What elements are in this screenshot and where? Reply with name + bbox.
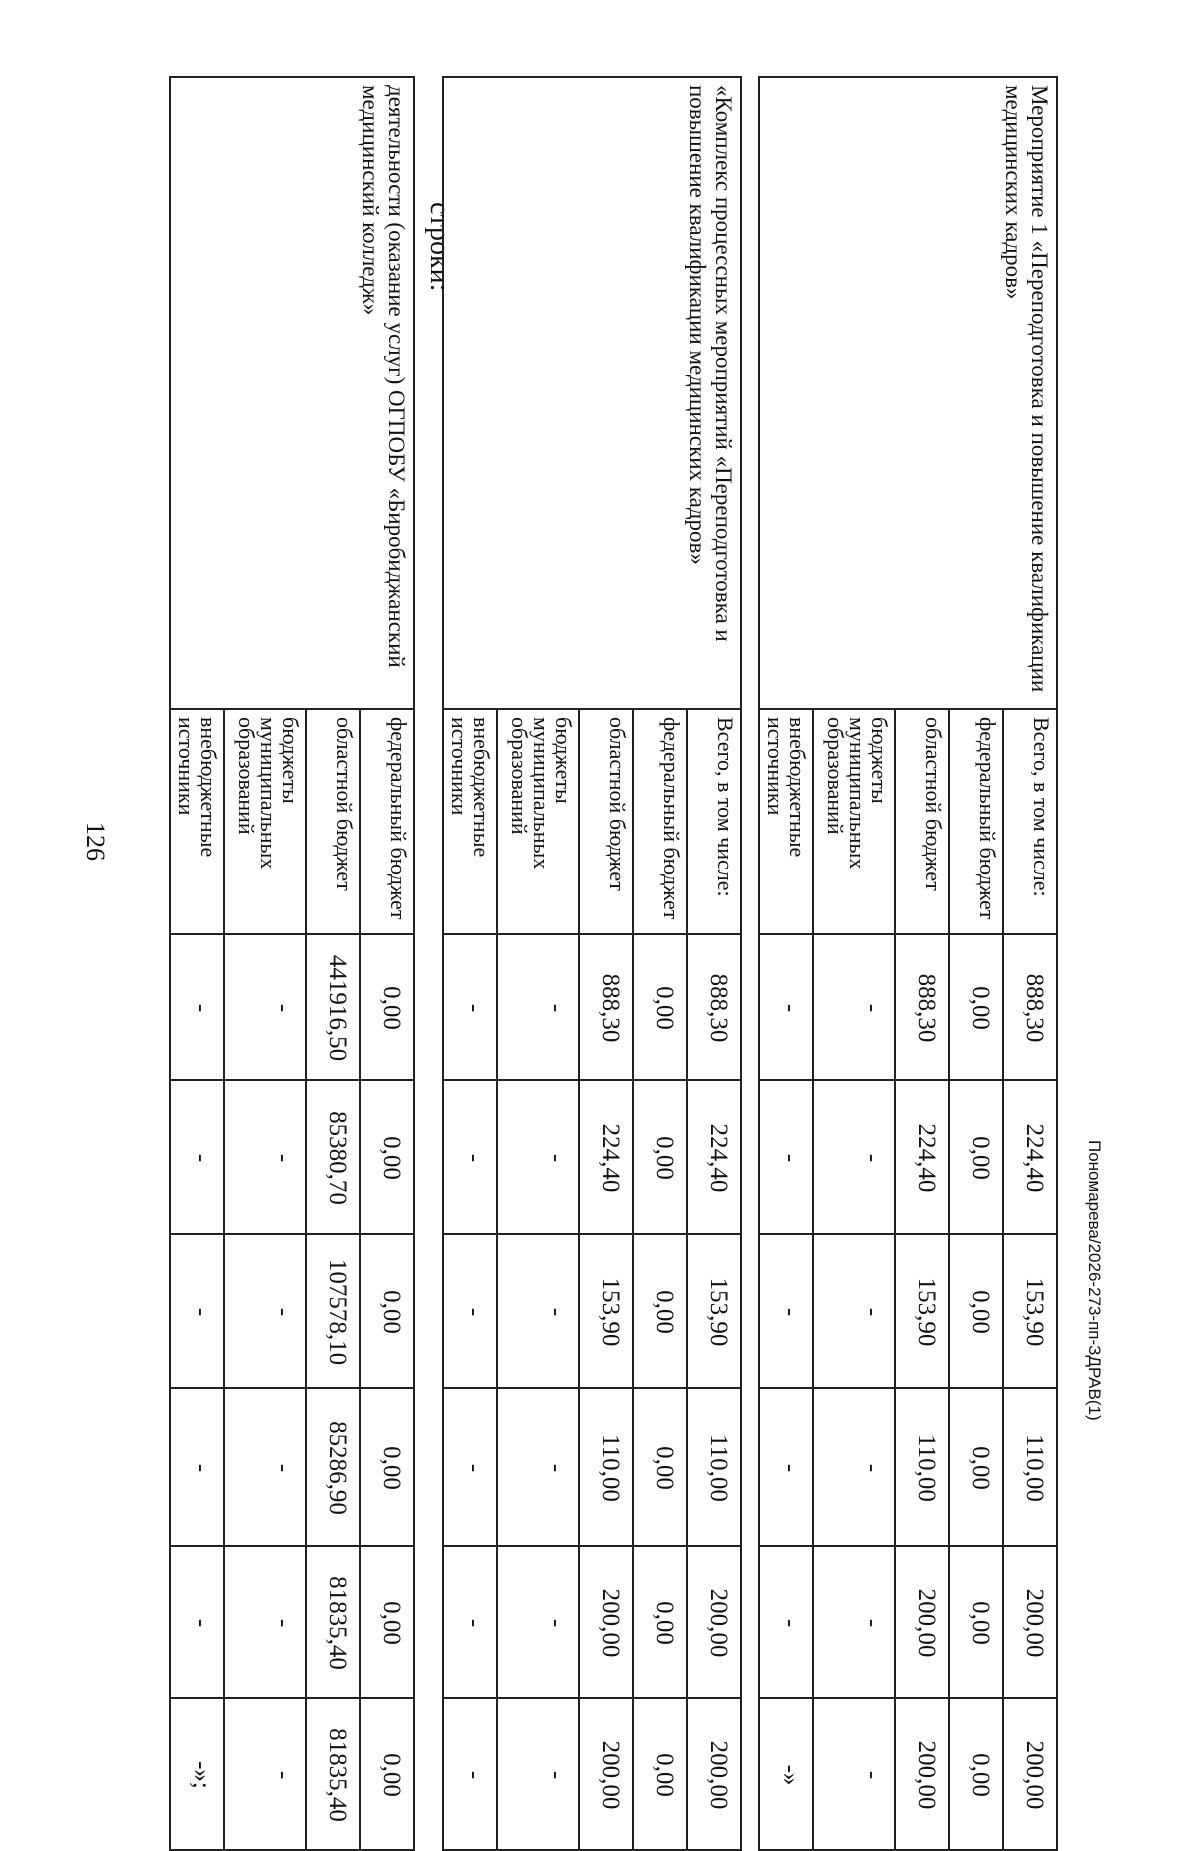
value-cell: 200,00: [1003, 1698, 1057, 1850]
value-cell: -: [813, 1388, 895, 1546]
value-cell: 888,30: [579, 934, 633, 1080]
value-cell: 0,00: [633, 1388, 687, 1546]
table-block-event-1: [758, 76, 1058, 1851]
value-cell: 0,00: [949, 1388, 1003, 1546]
value-cell: 0,00: [633, 1234, 687, 1388]
table-row: [1003, 77, 1057, 1850]
value-cell: -: [813, 934, 895, 1080]
value-cell: 0,00: [949, 1546, 1003, 1698]
value-cell: 888,30: [1003, 934, 1057, 1080]
rows-intro-label: строки:: [424, 202, 455, 292]
value-cell: 0,00: [949, 934, 1003, 1080]
value-cell: 888,30: [687, 934, 741, 1080]
value-cell: -: [443, 1546, 497, 1698]
value-cell: -: [759, 934, 813, 1080]
value-cell: 85380,70: [306, 1080, 360, 1234]
funding-source: областной бюджет: [895, 709, 949, 934]
value-cell: -: [497, 1698, 579, 1850]
value-cell: -: [224, 1388, 306, 1546]
value-cell: -: [224, 934, 306, 1080]
funding-source: Всего, в том числе:: [1003, 709, 1057, 934]
value-cell: -: [224, 1698, 306, 1850]
funding-source: бюджеты муниципальных образований: [813, 709, 895, 934]
document-footer: Пономарева/2026-273-пп-ЗДРАВ(1): [1085, 1140, 1104, 1421]
value-cell: 200,00: [687, 1698, 741, 1850]
value-cell: -: [813, 1698, 895, 1850]
value-cell: 0,00: [949, 1698, 1003, 1850]
value-cell: 0,00: [633, 1080, 687, 1234]
funding-source: областной бюджет: [306, 709, 360, 934]
value-cell: 0,00: [633, 934, 687, 1080]
value-cell: 224,40: [1003, 1080, 1057, 1234]
value-cell: 0,00: [360, 1234, 414, 1388]
value-cell: 0,00: [633, 1546, 687, 1698]
value-cell: -: [813, 1546, 895, 1698]
value-cell: 110,00: [579, 1388, 633, 1546]
value-cell: 110,00: [687, 1388, 741, 1546]
value-cell: 441916,50: [306, 934, 360, 1080]
event-name-cell: деятельности (оказание услуг) ОГПОБУ «Биробиджанский медицинский колледж»: [170, 77, 414, 709]
funding-source: бюджеты муниципальных образований: [224, 709, 306, 934]
value-cell: 200,00: [895, 1546, 949, 1698]
value-cell: 0,00: [360, 1080, 414, 1234]
funding-source: внебюджетные источники: [170, 709, 224, 934]
value-cell: -: [170, 1080, 224, 1234]
value-cell: -: [497, 934, 579, 1080]
value-cell: 0,00: [633, 1698, 687, 1850]
value-cell: 224,40: [579, 1080, 633, 1234]
funding-source: федеральный бюджет: [633, 709, 687, 934]
event-1-name-cell: Мероприятие 1 «Переподготовка и повышение квалификации медицинских кадров»: [759, 77, 1057, 709]
value-cell: 888,30: [895, 934, 949, 1080]
value-cell: 110,00: [895, 1388, 949, 1546]
value-cell: -: [224, 1546, 306, 1698]
value-cell: 0,00: [360, 1388, 414, 1546]
value-cell: 85286,90: [306, 1388, 360, 1546]
value-cell: 0,00: [360, 1698, 414, 1850]
value-cell: -: [170, 1388, 224, 1546]
value-cell: -: [759, 1546, 813, 1698]
value-cell: -: [170, 934, 224, 1080]
value-cell: -: [497, 1388, 579, 1546]
funding-source: бюджеты муниципальных образований: [497, 709, 579, 934]
value-cell: -»;: [170, 1698, 224, 1850]
funding-source: внебюджетные источники: [759, 709, 813, 934]
value-cell: 200,00: [579, 1698, 633, 1850]
value-cell: -: [813, 1080, 895, 1234]
funding-source: федеральный бюджет: [360, 709, 414, 934]
value-cell: -: [224, 1234, 306, 1388]
funding-source: областной бюджет: [579, 709, 633, 934]
value-cell: -: [759, 1234, 813, 1388]
value-cell: 81835,40: [306, 1546, 360, 1698]
value-cell: -: [497, 1080, 579, 1234]
value-cell: -: [224, 1080, 306, 1234]
value-cell: 153,90: [687, 1234, 741, 1388]
value-cell: -: [497, 1546, 579, 1698]
value-cell: -: [497, 1234, 579, 1388]
value-cell: 0,00: [360, 1546, 414, 1698]
value-cell: 200,00: [579, 1546, 633, 1698]
funding-source: внебюджетные источники: [443, 709, 497, 934]
value-cell: -: [813, 1234, 895, 1388]
value-cell: 224,40: [687, 1080, 741, 1234]
value-cell: 200,00: [687, 1546, 741, 1698]
value-cell: 0,00: [949, 1234, 1003, 1388]
value-cell: 200,00: [895, 1698, 949, 1850]
value-cell: -: [759, 1080, 813, 1234]
funding-source: Всего, в том числе:: [687, 709, 741, 934]
value-cell: -: [443, 934, 497, 1080]
value-cell: -: [443, 1080, 497, 1234]
value-cell: 110,00: [1003, 1388, 1057, 1546]
value-cell: 107578,10: [306, 1234, 360, 1388]
table-row: [687, 77, 741, 1850]
value-cell: 153,90: [1003, 1234, 1057, 1388]
funding-source: федеральный бюджет: [949, 709, 1003, 934]
value-cell: 81835,40: [306, 1698, 360, 1850]
value-cell: -: [759, 1388, 813, 1546]
value-cell: 153,90: [579, 1234, 633, 1388]
value-cell: 200,00: [1003, 1546, 1057, 1698]
table-block-college: [169, 76, 415, 1851]
complex-name-cell: «Комплекс процессных мероприятий «Переподготовка и повышение квалификации медицинских кадров»: [443, 77, 741, 709]
value-cell: 0,00: [360, 934, 414, 1080]
value-cell: -: [443, 1234, 497, 1388]
value-cell: -: [443, 1698, 497, 1850]
table-row: [360, 77, 414, 1850]
value-cell: -: [170, 1234, 224, 1388]
value-cell: 153,90: [895, 1234, 949, 1388]
table-block-complex: [442, 76, 742, 1851]
value-cell: 0,00: [949, 1080, 1003, 1234]
value-cell: -»: [759, 1698, 813, 1850]
value-cell: -: [170, 1546, 224, 1698]
page-number: 126: [81, 822, 110, 861]
value-cell: 224,40: [895, 1080, 949, 1234]
value-cell: -: [443, 1388, 497, 1546]
